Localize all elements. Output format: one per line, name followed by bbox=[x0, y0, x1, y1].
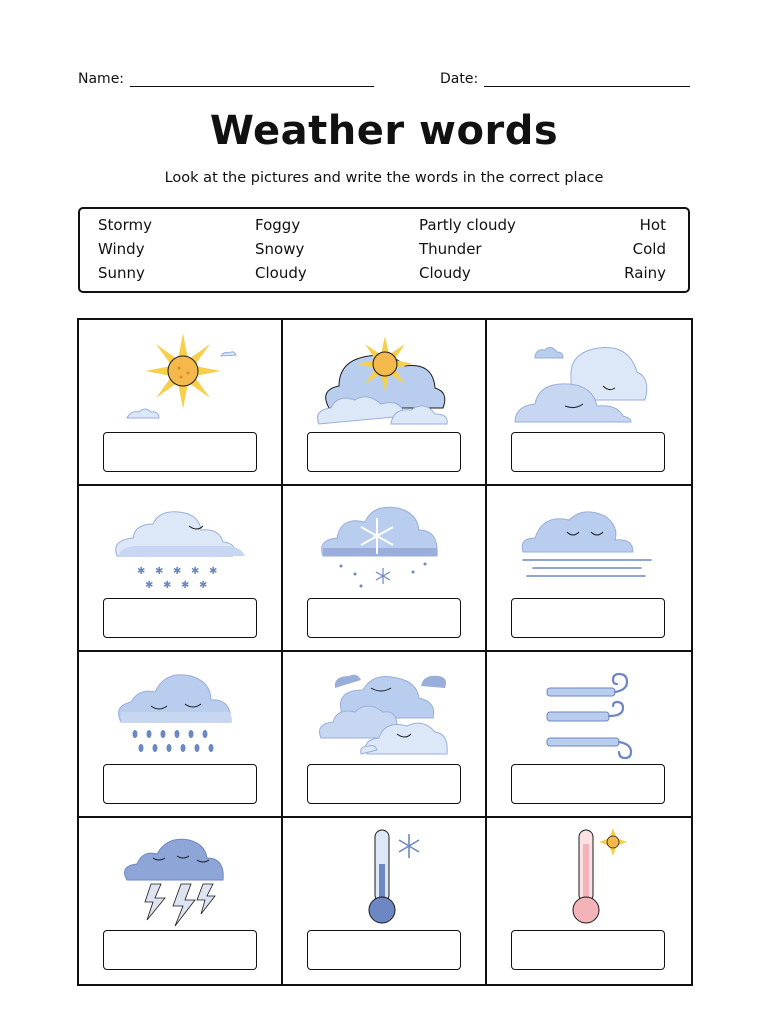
word-bank-item: Thunder bbox=[419, 240, 482, 258]
cloudy-icon bbox=[505, 326, 673, 430]
answer-box[interactable] bbox=[103, 764, 257, 804]
svg-text:✱: ✱ bbox=[209, 566, 218, 577]
svg-text:✱: ✱ bbox=[137, 566, 146, 577]
word-bank-item: Windy bbox=[98, 240, 145, 258]
grid-cell-windy bbox=[487, 652, 691, 818]
answer-box[interactable] bbox=[511, 598, 665, 638]
grid-cell-foggy bbox=[487, 486, 691, 652]
name-date-row bbox=[78, 70, 694, 90]
answer-box[interactable] bbox=[511, 764, 665, 804]
page-title: Weather words bbox=[209, 108, 559, 154]
grid-cell-cold bbox=[283, 818, 487, 984]
name-line[interactable] bbox=[130, 70, 374, 87]
grid-cell-snowflake bbox=[283, 486, 487, 652]
snowy-cloud-icon bbox=[97, 492, 265, 596]
svg-text:✱: ✱ bbox=[191, 566, 200, 577]
grid-cell-clouds bbox=[283, 652, 487, 818]
grid-cell-stormy bbox=[79, 818, 283, 984]
word-bank-item: Hot bbox=[639, 216, 666, 234]
grid-cell-snowy-dots bbox=[79, 486, 283, 652]
word-bank bbox=[78, 207, 690, 293]
answer-box[interactable] bbox=[511, 930, 665, 970]
instructions: Look at the pictures and write the words in the correct place bbox=[164, 170, 604, 186]
answer-box[interactable] bbox=[103, 930, 257, 970]
word-bank-item: Cloudy bbox=[419, 264, 471, 282]
snowflake-cloud-icon bbox=[301, 492, 469, 596]
grid-cell-partly-cloudy bbox=[283, 320, 487, 486]
rainy-icon bbox=[97, 658, 265, 762]
windy-icon bbox=[505, 658, 673, 762]
svg-text:✱: ✱ bbox=[155, 566, 164, 577]
word-bank-item: Cold bbox=[632, 240, 666, 258]
answer-box[interactable] bbox=[103, 432, 257, 472]
stormy-icon bbox=[97, 824, 265, 928]
date-line[interactable] bbox=[484, 70, 690, 87]
answer-box[interactable] bbox=[511, 432, 665, 472]
word-bank-item: Rainy bbox=[624, 264, 666, 282]
name-label: Name: bbox=[78, 71, 125, 87]
grid-cell-rainy bbox=[79, 652, 283, 818]
grid-cell-cloudy bbox=[487, 320, 691, 486]
name-field[interactable] bbox=[78, 70, 374, 87]
word-bank-item: Foggy bbox=[255, 216, 301, 234]
sunny-icon bbox=[97, 326, 265, 430]
grid-cell-sunny bbox=[79, 320, 283, 486]
answer-box[interactable] bbox=[307, 930, 461, 970]
partly-cloudy-icon bbox=[301, 326, 469, 430]
answer-box[interactable] bbox=[103, 598, 257, 638]
svg-text:✱: ✱ bbox=[199, 580, 208, 591]
foggy-icon bbox=[505, 492, 673, 596]
cold-thermometer-icon bbox=[301, 824, 469, 928]
word-bank-item: Partly cloudy bbox=[419, 216, 516, 234]
word-bank-item: Cloudy bbox=[255, 264, 307, 282]
svg-text:✱: ✱ bbox=[163, 580, 172, 591]
svg-text:✱: ✱ bbox=[173, 566, 182, 577]
date-field[interactable] bbox=[440, 70, 690, 87]
word-bank-item: Stormy bbox=[98, 216, 152, 234]
answer-box[interactable] bbox=[307, 764, 461, 804]
date-label: Date: bbox=[440, 71, 479, 87]
grid-cell-hot bbox=[487, 818, 691, 984]
word-bank-item: Sunny bbox=[98, 264, 145, 282]
clouds-icon bbox=[301, 658, 469, 762]
svg-text:✱: ✱ bbox=[145, 580, 154, 591]
word-bank-item: Snowy bbox=[255, 240, 305, 258]
hot-thermometer-icon bbox=[505, 824, 673, 928]
svg-text:✱: ✱ bbox=[181, 580, 190, 591]
picture-grid bbox=[77, 318, 693, 986]
answer-box[interactable] bbox=[307, 598, 461, 638]
answer-box[interactable] bbox=[307, 432, 461, 472]
